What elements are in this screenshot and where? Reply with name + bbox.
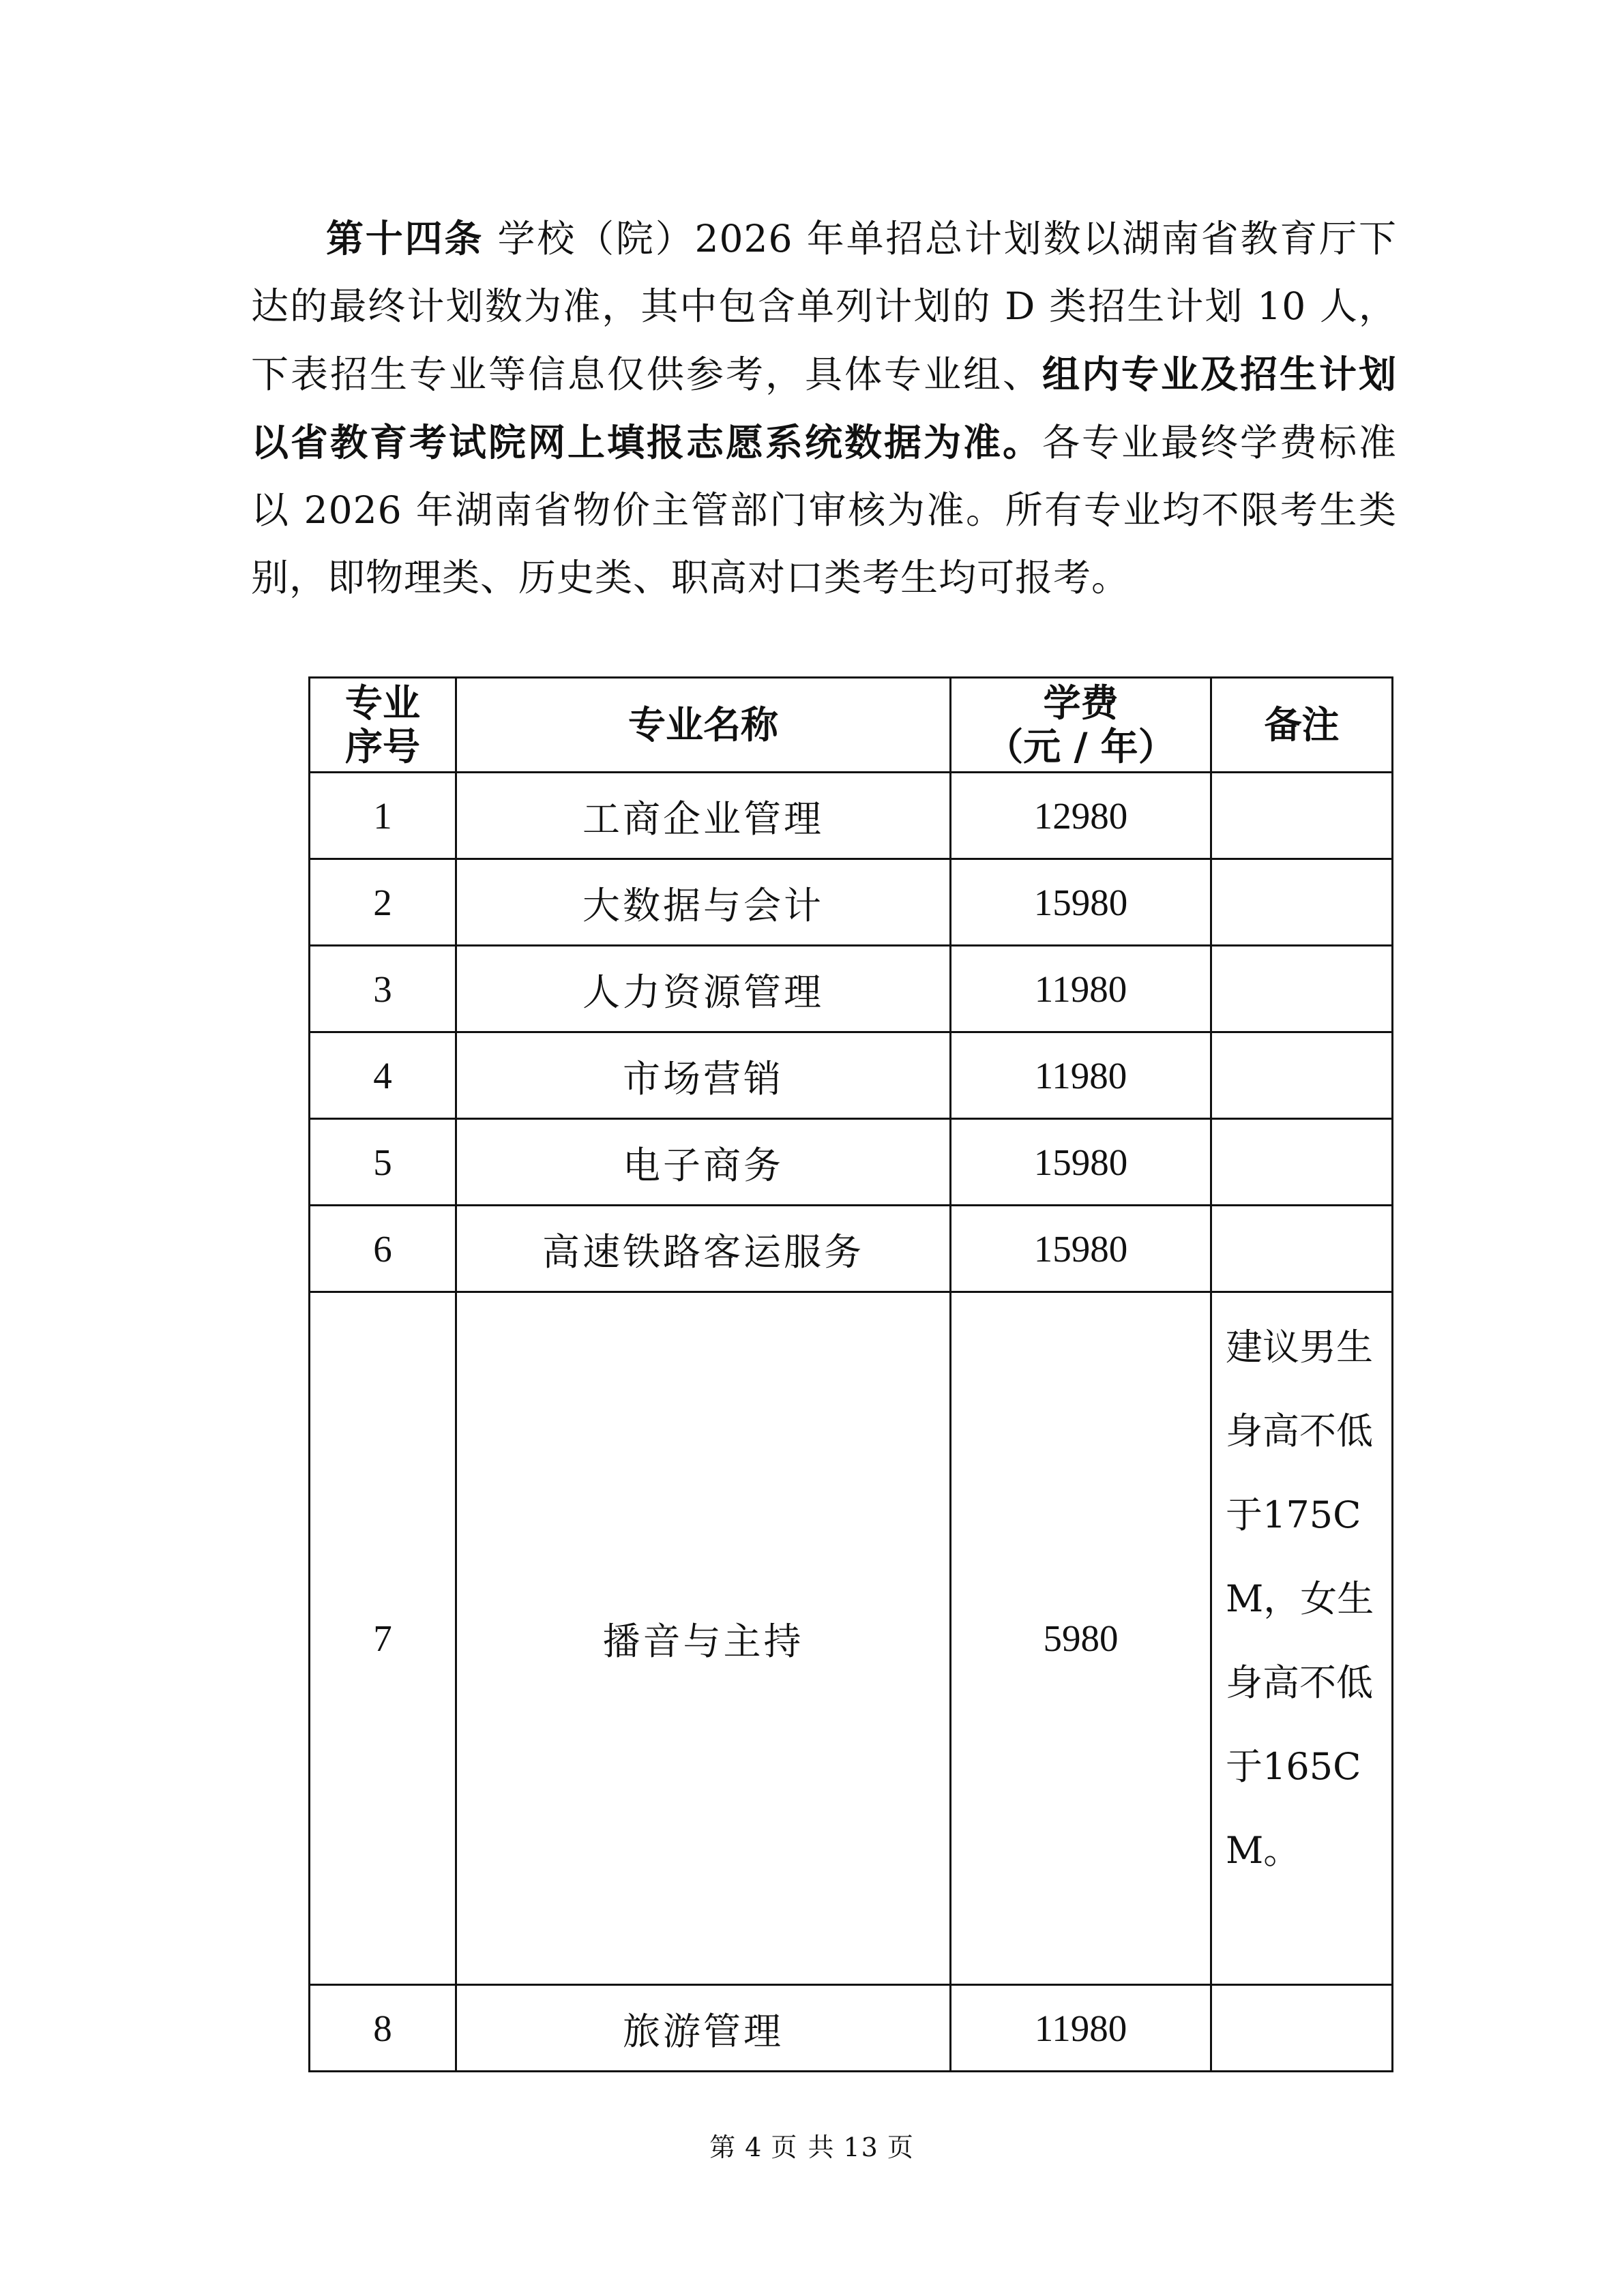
- row-name: 播音与主持: [456, 1292, 951, 1985]
- row-note: [1211, 1119, 1393, 1206]
- paragraph-bold-text: 组内专业及招生计划以省教育考试院网上填报志愿系统数据为准。: [251, 352, 1397, 464]
- table-row: [310, 1985, 1393, 2072]
- row-note: [1211, 1985, 1393, 2072]
- header-fee-line2: （元 / 年）: [986, 724, 1176, 769]
- table-header-row: [310, 678, 1393, 773]
- header-note: 备注: [1211, 678, 1393, 773]
- header-seq-line2: 序号: [344, 724, 420, 769]
- header-fee-line1: 学费: [1043, 681, 1119, 725]
- row-seq: 6: [310, 1206, 456, 1292]
- table-row: [310, 1032, 1393, 1119]
- table-row: [310, 1292, 1393, 1985]
- article-paragraph: [251, 205, 1397, 612]
- majors-table: [308, 676, 1393, 2072]
- row-fee: 12980: [951, 773, 1211, 859]
- table-row: [310, 859, 1393, 946]
- row-note: [1211, 946, 1393, 1032]
- row-seq: 4: [310, 1032, 456, 1119]
- table-row: [310, 1119, 1393, 1206]
- row-note-height-requirement: 建议男生身高不低于175CM，女生身高不低于165CM。: [1211, 1292, 1393, 1985]
- row-name: 市场营销: [456, 1032, 951, 1119]
- header-name: 专业名称: [456, 678, 951, 773]
- footer-current-page: 4: [745, 2132, 763, 2162]
- row-fee: 15980: [951, 859, 1211, 946]
- table-row: [310, 1206, 1393, 1292]
- row-fee: 11980: [951, 1985, 1211, 2072]
- header-fee: [951, 678, 1211, 773]
- page-footer: [0, 2126, 1624, 2164]
- table-row: [310, 946, 1393, 1032]
- row-note: [1211, 859, 1393, 946]
- paragraph-text-1: 学校（院）2026 年单招总计划数以湖南省教育厅下达的最终计划数为准，其中包含单列计划的 D 类招生计划 10 人，下表招生专业等信息仅供参考，具体专业组、: [251, 217, 1397, 396]
- footer-prefix: 第: [709, 2132, 737, 2162]
- row-name: 高速铁路客运服务: [456, 1206, 951, 1292]
- footer-suffix: 页: [887, 2132, 915, 2162]
- row-fee: 11980: [951, 1032, 1211, 1119]
- row-seq: 5: [310, 1119, 456, 1206]
- header-seq: [310, 678, 456, 773]
- row-seq: 8: [310, 1985, 456, 2072]
- header-seq-line1: 专业: [344, 681, 420, 725]
- row-fee: 15980: [951, 1119, 1211, 1206]
- footer-total-pages: 13: [843, 2132, 879, 2162]
- row-seq: 2: [310, 859, 456, 946]
- row-fee: 11980: [951, 946, 1211, 1032]
- row-seq: 1: [310, 773, 456, 859]
- row-name: 旅游管理: [456, 1985, 951, 2072]
- footer-middle: 页 共: [771, 2132, 836, 2162]
- row-seq: 7: [310, 1292, 456, 1985]
- row-note: [1211, 1032, 1393, 1119]
- row-name: 大数据与会计: [456, 859, 951, 946]
- row-note: [1211, 1206, 1393, 1292]
- row-seq: 3: [310, 946, 456, 1032]
- row-name: 电子商务: [456, 1119, 951, 1206]
- row-fee: 15980: [951, 1206, 1211, 1292]
- row-name: 工商企业管理: [456, 773, 951, 859]
- row-name: 人力资源管理: [456, 946, 951, 1032]
- row-note: [1211, 773, 1393, 859]
- row-fee: 5980: [951, 1292, 1211, 1985]
- table-row: [310, 773, 1393, 859]
- article-label: 第十四条: [326, 216, 484, 260]
- paragraph-text-2: 各专业最终学费标准以 2026 年湖南省物价主管部门审核为准。所有专业均不限考生类别，即物理类、历史类、职高对口类考生均可报考。: [251, 421, 1397, 599]
